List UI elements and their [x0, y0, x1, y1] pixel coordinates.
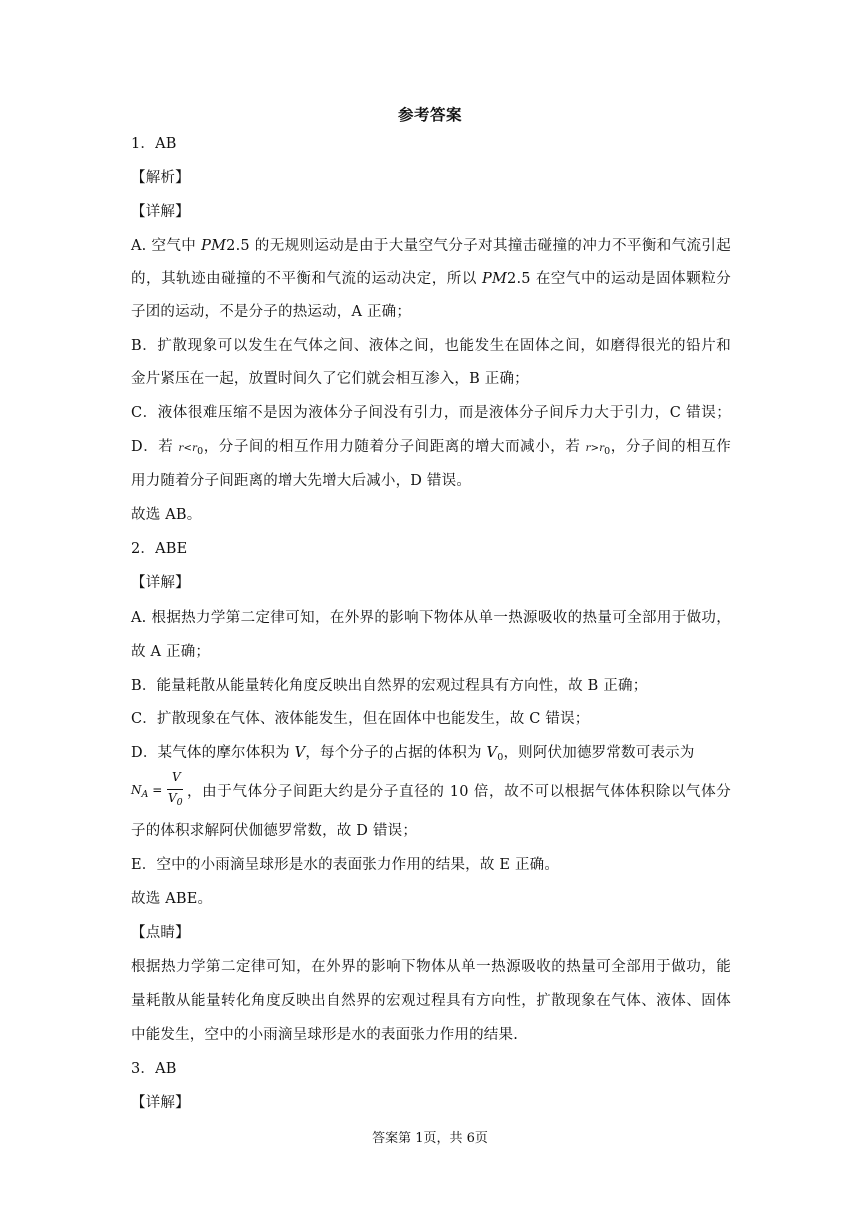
q1-option-a-line3: 子团的运动，不是分子的热运动，A 正确； [131, 304, 412, 320]
q1-option-b-line2: 金片紧压在一起，放置时间久了它们就会相互渗入，B 正确； [131, 371, 529, 387]
q2-option-d-line1: D．某气体的摩尔体积为 V，每个分子的占据的体积为 $V_0$，则阿伏加德罗常数可表示为 [131, 745, 695, 763]
q1-conclusion: 故选 AB。 [131, 507, 202, 523]
q2-option-a-line1: A. 根据热力学第二定律可知，在外界的影响下物体从单一热源吸收的热量可全部用于做功， [131, 610, 731, 626]
q2-option-b-line1: B．能量耗散从能量转化角度反映出自然界的宏观过程具有方向性，故 B 正确； [131, 678, 648, 694]
q1-option-d-line1: D．若 $r<r_0$，分子间的相互作用力随着分子间距离的增大而减小，若 $r>r_0$，分子间的相互作 [131, 439, 731, 457]
q1-option-d-line2: 用力随着分子间距离的增大先增大后减小，D 错误。 [131, 473, 472, 489]
q2-option-d-line2: ，由于气体分子间距大约是分子直径的 10 倍，故不可以根据气体体积除以气体分 [187, 784, 731, 800]
q2-option-e-line1: E．空中的小雨滴呈球形是水的表面张力作用的结果，故 E 正确。 [131, 857, 560, 873]
page-footer: 答案第 1页，共 6页 [372, 1131, 488, 1146]
q1-detail-tag: 【详解】 [131, 204, 190, 220]
q1-option-a-line1: A. 空气中 PM2.5 的无规则运动是由于大量空气分子对其撞击碰撞的冲力不平衡和气流引起 [131, 238, 731, 254]
q3-detail-tag: 【详解】 [131, 1095, 190, 1111]
q2-answer: 2．ABE [131, 541, 188, 557]
q2-comment-tag: 【点睛】 [131, 925, 190, 941]
q2-comment-line2: 量耗散从能量转化角度反映出自然界的宏观过程具有方向性，扩散现象在气体、液体、固体 [131, 993, 731, 1009]
q2-detail-tag: 【详解】 [131, 575, 190, 591]
q1-analysis-tag: 【解析】 [131, 170, 190, 186]
page-title: 参考答案 [397, 105, 462, 124]
q2-option-c-line1: C．扩散现象在气体、液体能发生，但在固体中也能发生，故 C 错误； [131, 711, 590, 727]
q1-answer: 1．AB [131, 136, 177, 152]
q2-option-a-line2: 故 A 正确； [131, 644, 211, 660]
q3-answer: 3．AB [131, 1061, 177, 1077]
q2-option-d-line3: 子的体积求解阿伏伽德罗常数，故 D 错误； [131, 823, 418, 839]
q1-option-b-line1: B．扩散现象可以发生在气体之间、液体之间，也能发生在固体之间，如磨得很光的铅片和 [131, 338, 731, 354]
q2-comment-line1: 根据热力学第二定律可知，在外界的影响下物体从单一热源吸收的热量可全部用于做功，能 [131, 959, 731, 975]
q1-option-c-line1: C．液体很难压缩不是因为液体分子间没有引力，而是液体分子间斥力大于引力，C 错误； [131, 405, 731, 421]
avogadro-formula: $N_A$ = V $V_0$ [131, 770, 183, 808]
q2-conclusion: 故选 ABE。 [131, 891, 213, 907]
q1-option-a-line2: 的，其轨迹由碰撞的不平衡和气流的运动决定，所以 PM2.5 在空气中的运动是固体颗粒分 [131, 271, 731, 287]
q2-comment-line3: 中能发生，空中的小雨滴呈球形是水的表面张力作用的结果. [131, 1027, 519, 1043]
